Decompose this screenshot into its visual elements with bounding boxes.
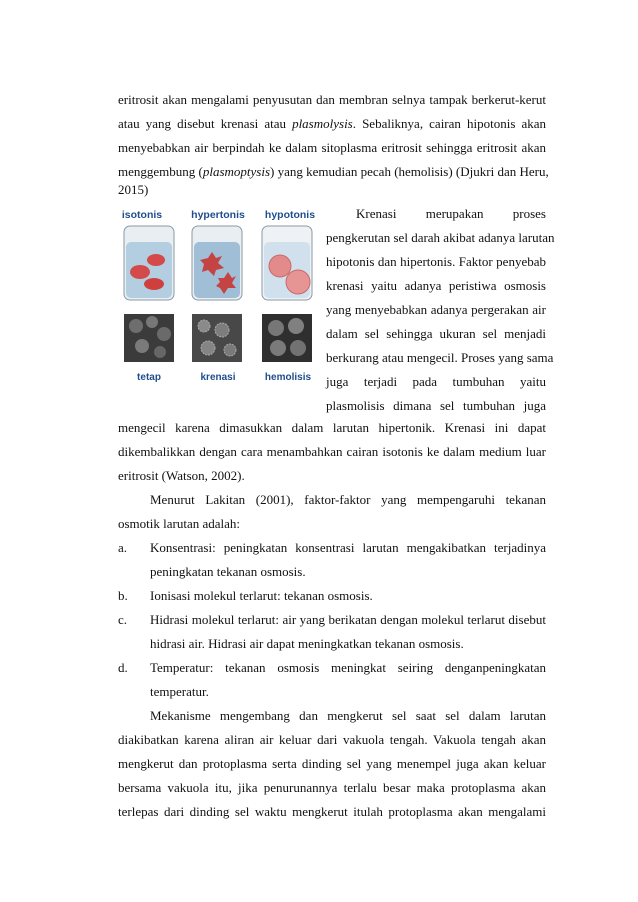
figure-label-hypertonis: hypertonis <box>191 209 245 221</box>
side-text-line: dalam sel sehingga ukuran sel menjadi <box>326 326 546 341</box>
text-line: eritrosit (Watson, 2002). <box>118 468 245 483</box>
list-item-line: Hidrasi molekul terlarut: air yang berikatan dengan molekul terlarut disebut <box>150 612 546 627</box>
text-line: mengecil karena dimasukkan dalam larutan hipertonik. Krenasi ini dapat <box>118 420 546 435</box>
side-text-line: plasmolisis dimana sel tumbuhan juga <box>326 398 546 413</box>
text-line: Menurut Lakitan (2001), faktor-faktor yang mempengaruhi tekanan <box>150 492 546 507</box>
beaker-isotonis <box>124 226 174 300</box>
text-line: Mekanisme mengembang dan mengkerut sel saat sel dalam larutan <box>150 708 546 723</box>
swollen-cell <box>269 255 291 277</box>
figure-label-hemolisis: hemolisis <box>264 372 312 383</box>
text-line: eritrosit akan mengalami penyusutan dan membran selnya tampak berkerut-kerut <box>118 92 546 107</box>
micrograph-krenasi <box>192 314 242 362</box>
figure-label-krenasi: krenasi <box>200 372 236 383</box>
list-item-line: temperatur. <box>150 684 209 699</box>
figure-label-isotonis: isotonis <box>121 209 163 221</box>
side-text-line: berkurang atau mengecil. Proses yang sama <box>326 350 554 365</box>
side-text-line: pengkerutan sel darah akibat adanya larutan <box>326 230 555 245</box>
text-line: bersama vakuola itu, jika penurunannya terlalu besar maka protoplasma akan <box>118 780 546 795</box>
figure-label-hypotonis: hypotonis <box>264 209 316 221</box>
side-text-line: Krenasi merupakan proses <box>356 206 546 221</box>
side-text-line: juga terjadi pada tumbuhan yaitu <box>326 374 546 389</box>
text-line: menggembung (plasmoptysis) yang kemudian pecah (hemolisis) (Djukri dan Heru, <box>118 164 549 179</box>
side-text-line: krenasi yaitu adanya peristiwa osmosis <box>326 278 546 293</box>
list-item-line: hidrasi air. Hidrasi air dapat meningkatkan tekanan osmosis. <box>150 636 464 651</box>
list-item-line: Ionisasi molekul terlarut: tekanan osmosis. <box>150 588 373 603</box>
list-marker: a. <box>118 540 128 555</box>
figure-label-tetap: tetap <box>137 372 161 383</box>
side-text-line: hipotonis dan hipertonis. Faktor penyebab <box>326 254 546 269</box>
side-text-line: yang menyebabkan adanya pergerakan air <box>326 302 546 317</box>
list-item-line: Temperatur: tekanan osmosis meningkat seiring denganpeningkatan <box>150 660 546 675</box>
list-marker: b. <box>118 588 128 603</box>
list-marker: d. <box>118 660 128 675</box>
text-line: mengkerut dan protoplasma serta dinding sel yang menempel juga akan keluar <box>118 756 546 771</box>
text-line: terlepas dari dinding sel waktu mengkerut itulah protoplasma akan mengalami <box>118 804 546 819</box>
text-line: diakibatkan karena aliran air keluar dari vakuola tengah. Vakuola tengah akan <box>118 732 546 747</box>
text-line: osmotik larutan adalah: <box>118 516 241 531</box>
beaker-hypotonis <box>262 226 312 300</box>
beaker-hypertonis <box>192 226 242 300</box>
text-line: menyebabkan air berpindah ke dalam sitoplasma eritrosit sehingga eritrosit akan <box>118 140 546 155</box>
micrograph-hemolisis <box>262 314 312 362</box>
list-item-line: Konsentrasi: peningkatan konsentrasi larutan mengakibatkan terjadinya <box>150 540 546 555</box>
text-line: 2015) <box>118 182 149 197</box>
list-item-line: peningkatan tekanan osmosis. <box>150 564 306 579</box>
red-cell <box>147 254 165 266</box>
swollen-cell <box>286 270 310 294</box>
text-line: dikembalikkan dengan cara menambahkan cairan isotonis ke dalam medium luar <box>118 444 546 459</box>
red-cell <box>130 265 150 279</box>
text-line: atau yang disebut krenasi atau plasmolysis. Sebaliknya, cairan hipotonis akan <box>118 116 546 131</box>
red-cell <box>144 278 164 290</box>
list-marker: c. <box>118 612 128 627</box>
osmosis-figure <box>118 200 318 390</box>
